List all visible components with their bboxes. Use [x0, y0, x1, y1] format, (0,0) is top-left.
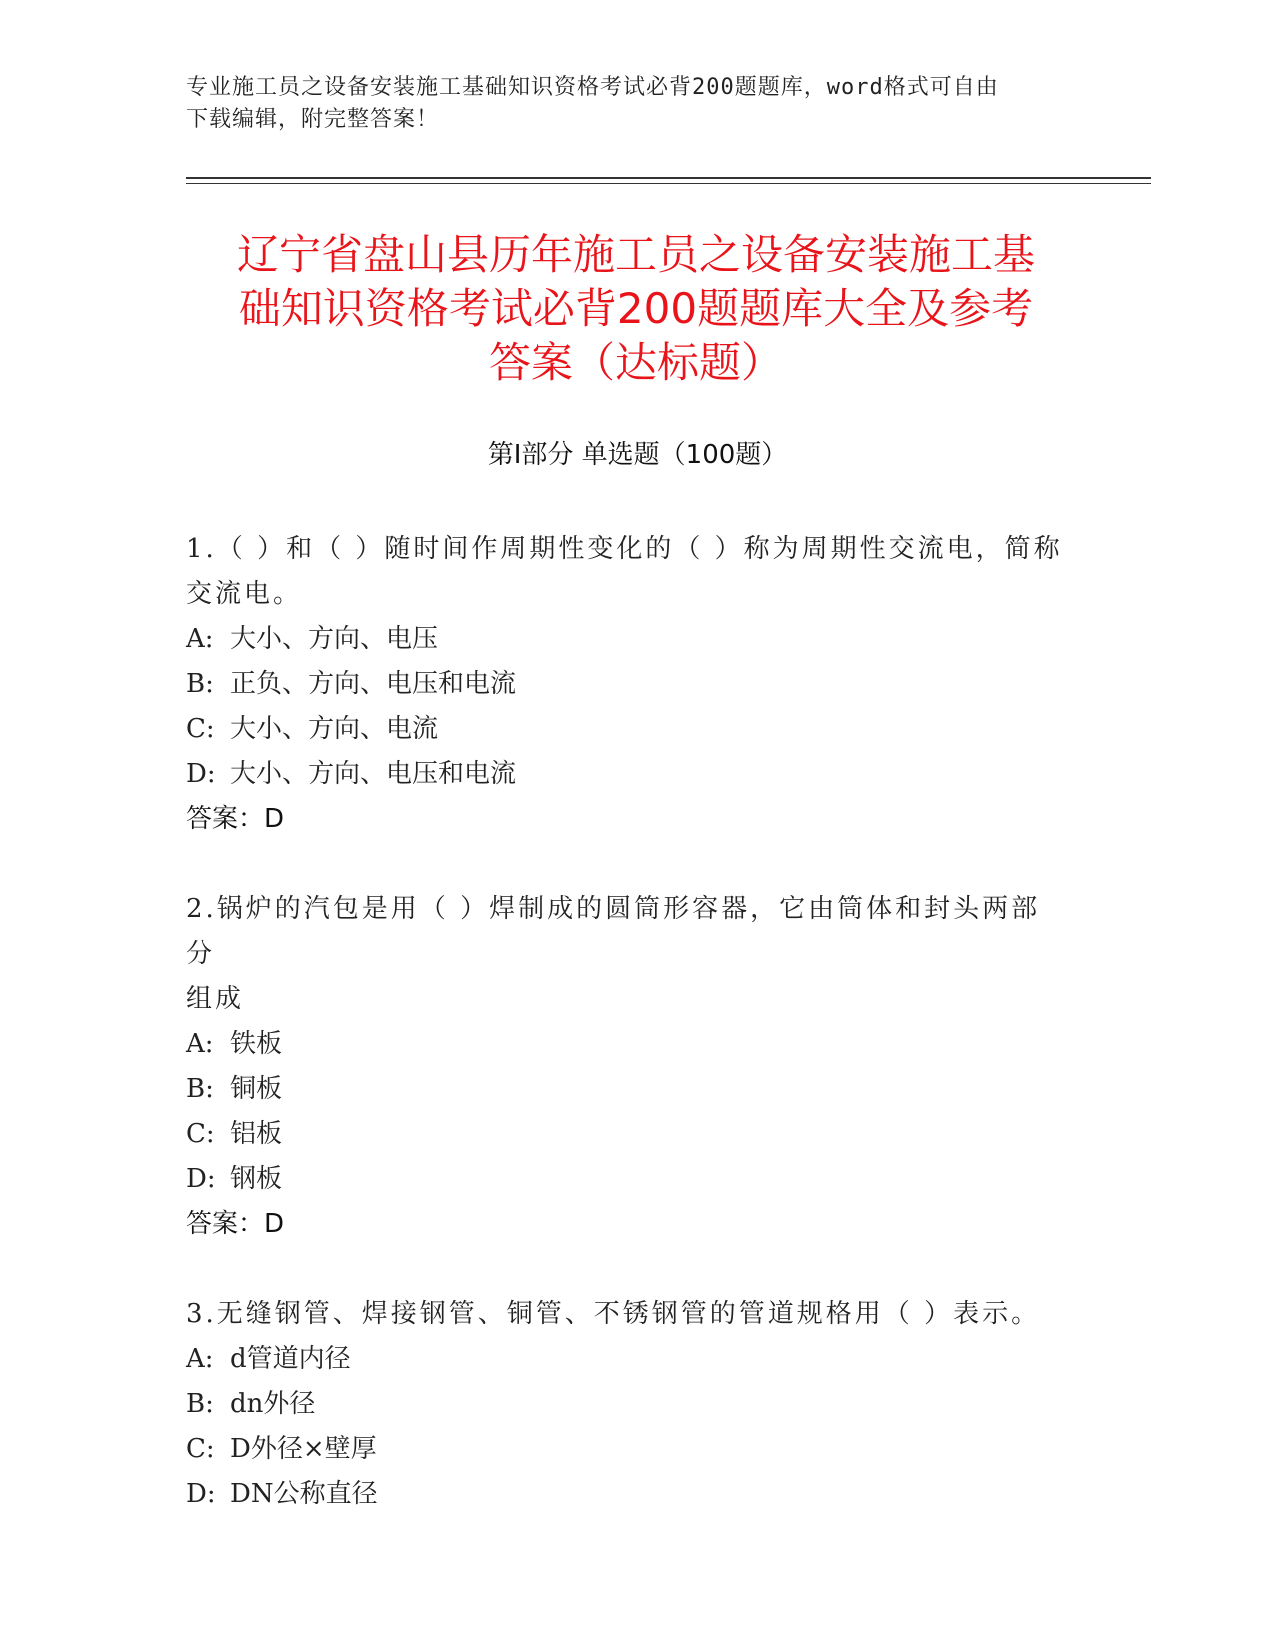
header-rule-thick: [186, 177, 1151, 179]
answer-line: 答案：D: [186, 804, 285, 834]
option-text: 大小、方向、电压: [230, 624, 439, 654]
option-text: d管道内径: [230, 1344, 351, 1374]
option-text: DN公称直径: [230, 1479, 378, 1509]
title-line-2: 础知识资格考试必背200题题库大全及参考: [238, 284, 1034, 333]
question-stem-line: 组成: [186, 984, 245, 1014]
option-label: C:: [186, 1434, 215, 1464]
option-label: B:: [186, 1389, 214, 1419]
option-b: [186, 1067, 1066, 1112]
option-d: [186, 752, 1066, 797]
option-d: [186, 1157, 1066, 1202]
option-a: [186, 1022, 1066, 1067]
option-label: A:: [186, 1344, 214, 1374]
option-label: D:: [186, 1164, 216, 1194]
option-label: D:: [186, 1479, 216, 1509]
document-title: [186, 228, 1086, 390]
question-list: [186, 527, 1066, 1562]
question-2: [186, 887, 1066, 1247]
option-label: B:: [186, 669, 214, 699]
header-line-2: 下载编辑，附完整答案！: [186, 107, 440, 132]
option-label: B:: [186, 1074, 214, 1104]
option-c: [186, 1427, 1066, 1472]
question-1: [186, 527, 1066, 842]
option-c: [186, 1112, 1066, 1157]
option-text: D外径×壁厚: [230, 1434, 377, 1464]
option-label: A:: [186, 624, 214, 654]
option-b: [186, 662, 1066, 707]
option-text: 正负、方向、电压和电流: [230, 669, 517, 699]
option-label: C:: [186, 1119, 215, 1149]
question-stem-line: 交流电。: [186, 579, 303, 609]
title-line-3: 答案（达标题）: [488, 338, 783, 387]
option-label: C:: [186, 714, 215, 744]
header-line-1: 专业施工员之设备安装施工基础知识资格考试必背200题题库，word格式可自由: [186, 75, 999, 100]
option-c: [186, 707, 1066, 752]
option-b: [186, 1382, 1066, 1427]
option-a: [186, 617, 1066, 662]
title-line-1: 辽宁省盘山县历年施工员之设备安装施工基: [236, 230, 1035, 279]
question-stem-line: 2.锅炉的汽包是用（ ）焊制成的圆筒形容器，它由筒体和封头两部分: [186, 894, 1041, 969]
option-text: dn外径: [230, 1389, 316, 1419]
option-text: 大小、方向、电压和电流: [230, 759, 517, 789]
option-label: A:: [186, 1029, 214, 1059]
option-text: 铝板: [230, 1119, 283, 1149]
question-stem-line: 1.（ ）和（ ）随时间作周期性变化的（ ）称为周期性交流电，简称: [186, 534, 1063, 564]
option-text: 铁板: [230, 1029, 283, 1059]
option-text: 铜板: [230, 1074, 283, 1104]
option-a: [186, 1337, 1066, 1382]
answer-line: 答案：D: [186, 1209, 285, 1239]
header-note: [186, 72, 1086, 136]
option-d: [186, 1472, 1066, 1517]
question-stem-line: 3.无缝钢管、焊接钢管、铜管、不锈钢管的管道规格用（ ）表示。: [186, 1299, 1041, 1329]
option-label: D:: [186, 759, 216, 789]
option-text: 大小、方向、电流: [230, 714, 439, 744]
header-rule-thin: [186, 183, 1151, 184]
question-3: [186, 1292, 1066, 1517]
section-heading: 第Ⅰ部分 单选题（100题）: [487, 440, 788, 470]
option-text: 钢板: [230, 1164, 283, 1194]
